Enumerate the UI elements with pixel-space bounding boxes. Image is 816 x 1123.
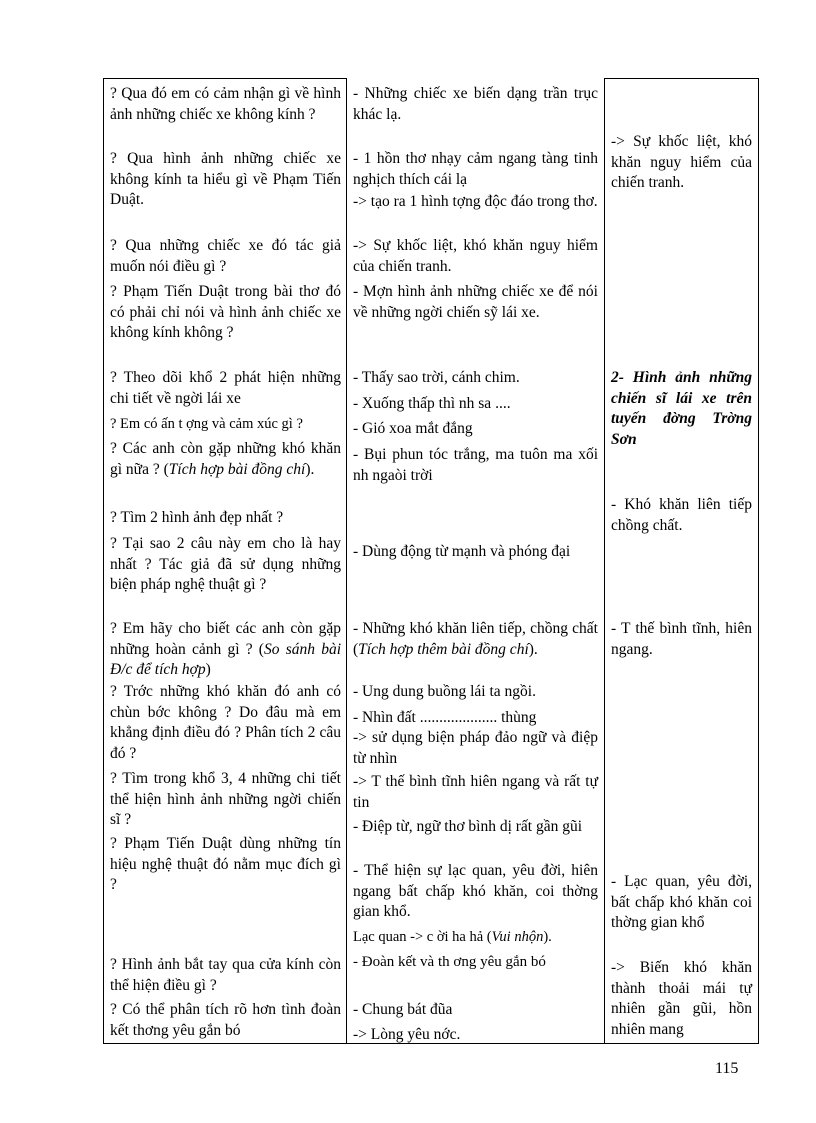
question: ? Phạm Tiến Duật dùng những tín hiệu nghệ thuật đó nằm mục đích gì ?	[110, 835, 341, 893]
note: -> Sự khốc liệt, khó khăn nguy hiểm của chiến tranh.	[611, 133, 752, 191]
answer: -> T thế bình tĩnh hiên ngang và rất tự tin	[353, 773, 598, 811]
lesson-table	[103, 78, 759, 1044]
note: - Lạc quan, yêu đời, bất chấp khó khăn coi thờng gian khổ	[611, 873, 752, 931]
question: ? Qua những chiếc xe đó tác giả muốn nói điều gì ?	[110, 237, 341, 275]
question: ? Hình ảnh bắt tay qua cửa kính còn thể hiện điều gì ?	[110, 956, 341, 994]
question: ? Tìm 2 hình ảnh đẹp nhất ?	[110, 509, 284, 526]
answer: - Thấy sao trời, cánh chim.	[353, 369, 520, 386]
question: ? Qua hình ảnh những chiếc xe không kính ta hiểu gì về Phạm Tiến Duật.	[110, 150, 341, 208]
answer: - 1 hồn thơ nhạy cảm ngang tàng tinh nghịch thích cái lạ	[353, 150, 598, 188]
questions-column	[104, 78, 347, 1043]
answer: - Xuống thấp thì nh sa ....	[353, 395, 511, 412]
answer: -> Lòng yêu nớc.	[353, 1026, 461, 1043]
answer: - Điệp từ, ngữ thơ bình dị rất gần gũi	[353, 818, 583, 835]
question: ? Các anh còn gặp những khó khăn gì nữa ? (Tích hợp bài đồng chí).	[110, 440, 341, 478]
notes-column	[605, 78, 758, 1043]
answer: - Nhìn đất .................... thùng	[353, 709, 537, 726]
answers-column	[347, 78, 605, 1043]
answer: - Dùng động từ mạnh và phóng đại	[353, 543, 571, 560]
question: ? Phạm Tiến Duật trong bài thơ đó có phải chỉ nói và hình ảnh chiếc xe không kính không ?	[110, 283, 341, 341]
section-heading: 2- Hình ảnh những chiến sĩ lái xe trên tuyến đờng Trờng Sơn	[611, 369, 752, 448]
answer: - Gió xoa mắt đắng	[353, 420, 473, 437]
answer: - Đoàn kết và th ơng yêu gắn bó	[353, 954, 546, 970]
question: ? Có thể phân tích rõ hơn tình đoàn kết thơng yêu gắn bó	[110, 1001, 341, 1039]
question: ? Tại sao 2 câu này em cho là hay nhất ? Tác giả đã sử dụng những biện pháp nghệ thuật gì ?	[110, 535, 341, 593]
question: ? Trớc những khó khăn đó anh có chùn bớc không ? Do đâu mà em khẳng định điều đó ? Phân tích 2 câu đó ?	[110, 683, 341, 762]
question: ? Em có ấn t ợng và cảm xúc gì ?	[110, 416, 303, 432]
page-number: 115	[715, 1060, 739, 1077]
question: ? Qua đó em có cảm nhận gì về hình ảnh những chiếc xe không kính ?	[110, 85, 341, 123]
answer: Lạc quan -> c ời ha hả (Vui nhộn).	[353, 929, 552, 945]
question: ? Em hãy cho biết các anh còn gặp những hoàn cảnh gì ? (So sánh bài Đ/c để tích hợp)	[110, 620, 342, 678]
answer: - Bụi phun tóc trắng, ma tuôn ma xối nh ngaòi trời	[353, 446, 598, 484]
answer: -> sử dụng biện pháp đảo ngữ và điệp từ nhìn	[353, 729, 598, 767]
answer: - Mợn hình ảnh những chiếc xe để nói về những ngời chiến sỹ lái xe.	[353, 283, 598, 321]
answer: -> tạo ra 1 hình tợng độc đáo trong thơ.	[353, 193, 598, 210]
answer: -> Sự khốc liệt, khó khăn nguy hiểm của chiến tranh.	[353, 237, 598, 275]
question: ? Tìm trong khổ 3, 4 những chi tiết thể hiện hình ảnh những ngời chiến sĩ ?	[110, 770, 341, 828]
note: -> Biến khó khăn thành thoải mái tự nhiên gần gũi, hồn nhiên mang	[611, 959, 752, 1038]
answer: - Những khó khăn liên tiếp, chồng chất (Tích hợp thêm bài đồng chí).	[353, 620, 598, 658]
answer: - Thể hiện sự lạc quan, yêu đời, hiên ngang bất chấp khó khăn, coi thờng gian khổ.	[353, 862, 598, 920]
answer: - Những chiếc xe biến dạng trần trục khác lạ.	[353, 85, 598, 123]
note: - Khó khăn liên tiếp chồng chất.	[611, 496, 752, 534]
answer: - Ung dung buồng lái ta ngồi.	[353, 683, 536, 700]
question: ? Theo dõi khổ 2 phát hiện những chi tiết về ngời lái xe	[110, 369, 341, 407]
note: - T thế bình tĩnh, hiên ngang.	[611, 620, 752, 658]
answer: - Chung bát đũa	[353, 1001, 453, 1018]
